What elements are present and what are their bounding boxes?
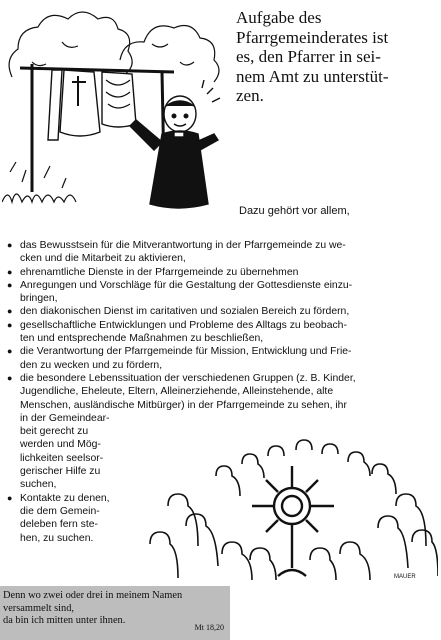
bullet-icon: ● <box>7 279 13 290</box>
bullet-icon: ● <box>7 240 13 250</box>
quote-line: versammelt sind, <box>3 602 74 614</box>
bullet-icon: ● <box>7 346 13 357</box>
bullet-icon: ● <box>7 319 13 330</box>
quote-line: da bin ich mitten unter ihnen. <box>3 615 126 626</box>
intro-text: Dazu gehört vor allem, <box>239 205 350 217</box>
list-item: ● den diakonischen Dienst im caritativen und sozialen Bereich zu fördern, <box>7 306 350 318</box>
bible-quote-box <box>0 586 230 640</box>
list-item: ● gesellschaftliche Entwicklungen und Probleme des Alltags zu beobach- ten und entsprechende Maßnahmen zu beschließen, <box>7 319 347 345</box>
quote-reference: Mt 18,20 <box>194 622 224 632</box>
bullet-icon: ● <box>7 372 13 383</box>
heading-line: zen. <box>236 86 264 105</box>
list-item: ● die besondere Lebenssituation der verschiedenen Gruppen (z. B. Kinder, Jugendliche, Eheleute, Eltern, Alleinerziehende, Alleinstehende, alte Menschen, ausländische Mitbürger) in der Pfarrgemeinde zu sehen, ihr in der Gemeindear- beit gerecht zu werden und Mög- lichkeiten seelsor- gerischer Hilfe zu suchen, <box>7 372 356 491</box>
heading-line: Pfarrgemeinderates ist <box>236 27 389 47</box>
bullet-icon: ● <box>7 492 13 503</box>
quote-line: Denn wo zwei oder drei in meinem Namen <box>3 590 183 601</box>
bullet-icon: ● <box>7 306 13 317</box>
bullet-icon: ● <box>7 266 13 277</box>
list-item: ● das Bewusstsein für die Mitverantwortung in der Pfarrgemeinde zu we- cken und die Mitarbeit zu aktivieren, <box>7 240 346 265</box>
priest-cartoon-illustration <box>2 2 234 212</box>
list-item: ● Kontakte zu denen, die dem Gemein- deleben fern ste- hen, zu suchen. <box>7 492 110 544</box>
list-item: ● die Verantwortung der Pfarrgemeinde für Mission, Entwicklung und Frie- den zu wecken und zu fördern, <box>7 346 352 371</box>
heading-line: nem Amt zu unterstüt- <box>236 66 389 86</box>
heading-line: es, den Pfarrer in sei- <box>236 47 381 66</box>
people-around-monstrance-illustration <box>146 436 438 584</box>
list-item: ● Anregungen und Vorschläge für die Gestaltung der Gottesdienste einzu- bringen, <box>7 279 353 305</box>
list-item: ● ehrenamtliche Dienste in der Pfarrgemeinde zu übernehmen <box>7 266 299 278</box>
page-heading <box>236 8 436 106</box>
illustration-signature: MAUER <box>394 574 416 580</box>
heading-line: Aufgabe des <box>236 8 322 27</box>
